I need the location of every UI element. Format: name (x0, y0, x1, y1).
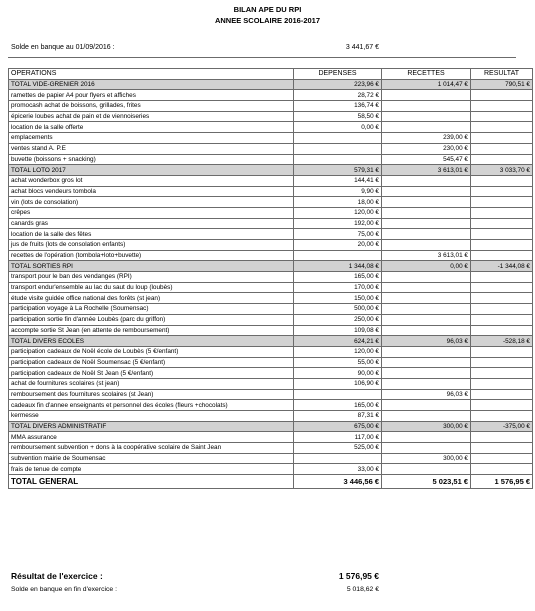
resultat-cell (471, 443, 533, 454)
resultat-cell (471, 122, 533, 133)
table-row (9, 122, 533, 133)
closing-balance-label: Solde en banque en fin d'exercice : (11, 586, 117, 593)
operation-label: subvention mairie de Soumensac (9, 453, 294, 464)
recette-cell (382, 443, 471, 454)
table-header-row (9, 69, 533, 80)
resultat-cell: 790,51 € (471, 79, 533, 90)
opening-balance-amount: 3 441,67 € (345, 44, 379, 51)
operation-label: TOTAL DIVERS ECOLES (9, 336, 294, 347)
table-row (9, 229, 533, 240)
recette-cell: 545,47 € (382, 154, 471, 165)
resultat-cell (471, 207, 533, 218)
operation-label: buvette (boissons + snacking) (9, 154, 294, 165)
header-operations: OPERATIONS (9, 69, 294, 80)
depense-cell: 0,00 € (294, 122, 382, 133)
operation-label: emplacements (9, 133, 294, 144)
recette-cell (382, 207, 471, 218)
recette-cell (382, 464, 471, 475)
operation-label: frais de tenue de compte (9, 464, 294, 475)
resultat-cell (471, 368, 533, 379)
depense-cell (294, 250, 382, 261)
grand-total-depenses: 3 446,56 € (294, 475, 382, 489)
grand-total-row (9, 475, 533, 489)
operation-label: participation cadeaux de Noël école de Loubès (5 €/enfant) (9, 346, 294, 357)
depense-cell (294, 453, 382, 464)
depense-cell: 75,00 € (294, 229, 382, 240)
resultat-cell (471, 186, 533, 197)
recette-cell: 96,03 € (382, 389, 471, 400)
table-row (9, 197, 533, 208)
accounts-table (8, 68, 533, 489)
header-recettes: RECETTES (382, 69, 471, 80)
depense-cell: 223,96 € (294, 79, 382, 90)
depense-cell: 525,00 € (294, 443, 382, 454)
recette-cell: 1 014,47 € (382, 79, 471, 90)
depense-cell: 250,00 € (294, 314, 382, 325)
operation-label: achat de fournitures scolaires (st jean) (9, 378, 294, 389)
depense-cell: 18,00 € (294, 197, 382, 208)
table-row (9, 133, 533, 144)
operation-label: location de la salle des fêtes (9, 229, 294, 240)
resultat-cell (471, 175, 533, 186)
depense-cell: 87,31 € (294, 411, 382, 422)
table-row (9, 453, 533, 464)
recette-cell (382, 378, 471, 389)
depense-cell: 144,41 € (294, 175, 382, 186)
table-row (9, 357, 533, 368)
recette-cell (382, 346, 471, 357)
recette-cell (382, 293, 471, 304)
operation-label: participation sortie fin d'année Loubès (parc du griffon) (9, 314, 294, 325)
operation-label: remboursement des fournitures scolaires (st Jean) (9, 389, 294, 400)
recette-cell: 300,00 € (382, 421, 471, 432)
section-total-row (9, 421, 533, 432)
operation-label: épicerie loubes achat de pain et de viennoiseries (9, 111, 294, 122)
table-row (9, 186, 533, 197)
closing-balance-amount: 5 018,62 € (346, 586, 379, 593)
operation-label: transport pour le ban des vendanges (RPI) (9, 272, 294, 283)
recette-cell (382, 186, 471, 197)
table-row (9, 90, 533, 101)
recette-cell (382, 432, 471, 443)
table-row (9, 304, 533, 315)
depense-cell: 165,00 € (294, 272, 382, 283)
opening-balance-row (8, 43, 516, 54)
recette-cell: 0,00 € (382, 261, 471, 272)
recette-cell (382, 90, 471, 101)
recette-cell: 96,03 € (382, 336, 471, 347)
depense-cell: 58,50 € (294, 111, 382, 122)
operation-label: étude visite guidée office national des forêts (st jean) (9, 293, 294, 304)
table-row (9, 207, 533, 218)
table-row (9, 293, 533, 304)
operation-label: achat wonderbox gros lot (9, 175, 294, 186)
table-row (9, 101, 533, 112)
table-row (9, 464, 533, 475)
resultat-cell (471, 240, 533, 251)
table-row (9, 154, 533, 165)
section-total-row (9, 336, 533, 347)
resultat-cell (471, 250, 533, 261)
table-row (9, 368, 533, 379)
resultat-cell (471, 453, 533, 464)
recette-cell (382, 368, 471, 379)
operation-label: jus de fruits (lots de consolation enfants) (9, 240, 294, 251)
resultat-cell: 3 033,70 € (471, 165, 533, 176)
depense-cell: 20,00 € (294, 240, 382, 251)
depense-cell: 28,72 € (294, 90, 382, 101)
depense-cell: 106,90 € (294, 378, 382, 389)
operation-label: MMA assurance (9, 432, 294, 443)
result-label: Résultat de l'exercice : (11, 571, 103, 581)
table-row (9, 411, 533, 422)
recette-cell (382, 229, 471, 240)
resultat-cell (471, 101, 533, 112)
depense-cell: 170,00 € (294, 282, 382, 293)
operation-label: vin (lots de consolation) (9, 197, 294, 208)
resultat-cell: -1 344,08 € (471, 261, 533, 272)
table-row (9, 111, 533, 122)
table-row (9, 240, 533, 251)
operation-label: accompte sortie St Jean (en attente de remboursement) (9, 325, 294, 336)
resultat-cell (471, 411, 533, 422)
resultat-cell (471, 229, 533, 240)
operation-label: ventes stand A. P.E (9, 143, 294, 154)
table-row (9, 282, 533, 293)
resultat-cell (471, 218, 533, 229)
table-row (9, 378, 533, 389)
resultat-cell (471, 293, 533, 304)
table-row (9, 443, 533, 454)
grand-total-recettes: 5 023,51 € (382, 475, 471, 489)
resultat-cell (471, 464, 533, 475)
recette-cell: 300,00 € (382, 453, 471, 464)
table-row (9, 325, 533, 336)
resultat-cell (471, 314, 533, 325)
operation-label: TOTAL SORTIES RPI (9, 261, 294, 272)
separator-line (8, 57, 516, 58)
resultat-cell (471, 133, 533, 144)
resultat-cell (471, 432, 533, 443)
depense-cell: 624,21 € (294, 336, 382, 347)
recette-cell (382, 282, 471, 293)
recette-cell (382, 314, 471, 325)
depense-cell: 1 344,08 € (294, 261, 382, 272)
resultat-cell: -528,18 € (471, 336, 533, 347)
recette-cell (382, 411, 471, 422)
operation-label: kermesse (9, 411, 294, 422)
recette-cell (382, 325, 471, 336)
operation-label: participation cadeaux de Noël Soumensac (5 €/enfant) (9, 357, 294, 368)
recette-cell (382, 101, 471, 112)
resultat-cell (471, 282, 533, 293)
table-row (9, 143, 533, 154)
depense-cell (294, 133, 382, 144)
recette-cell (382, 400, 471, 411)
operation-label: participation cadeaux de Noël St Jean (5 €/enfant) (9, 368, 294, 379)
depense-cell: 90,00 € (294, 368, 382, 379)
document-title: BILAN APE DU RPI (233, 5, 302, 14)
depense-cell (294, 143, 382, 154)
recette-cell (382, 240, 471, 251)
document-subtitle: ANNEE SCOLAIRE 2016-2017 (214, 16, 321, 25)
header-resultat: RESULTAT (471, 69, 533, 80)
table-row (9, 400, 533, 411)
section-total-row (9, 165, 533, 176)
operation-label: TOTAL VIDE-GRENIER 2016 (9, 79, 294, 90)
table-row (9, 272, 533, 283)
depense-cell: 150,00 € (294, 293, 382, 304)
depense-cell: 33,00 € (294, 464, 382, 475)
depense-cell: 120,00 € (294, 346, 382, 357)
depense-cell: 192,00 € (294, 218, 382, 229)
resultat-cell (471, 143, 533, 154)
recette-cell: 3 613,01 € (382, 165, 471, 176)
depense-cell: 117,00 € (294, 432, 382, 443)
operation-label: TOTAL DIVERS ADMINISTRATIF (9, 421, 294, 432)
operation-label: remboursement subvention + dons à la coopérative scolaire de Saint Jean (9, 443, 294, 454)
resultat-cell (471, 325, 533, 336)
depense-cell: 500,00 € (294, 304, 382, 315)
resultat-cell (471, 400, 533, 411)
depense-cell: 109,08 € (294, 325, 382, 336)
result-amount: 1 576,95 € (338, 571, 379, 581)
recette-cell (382, 304, 471, 315)
depense-cell: 165,00 € (294, 400, 382, 411)
recette-cell (382, 357, 471, 368)
depense-cell: 675,00 € (294, 421, 382, 432)
depense-cell: 55,00 € (294, 357, 382, 368)
operation-label: participation voyage à La Rochelle (Soumensac) (9, 304, 294, 315)
resultat-cell (471, 272, 533, 283)
operation-label: transport endur'ensemble au lac du saut du loup (loubès) (9, 282, 294, 293)
table-row (9, 250, 533, 261)
opening-balance-label: Solde en banque au 01/09/2016 : (11, 44, 115, 51)
resultat-cell (471, 357, 533, 368)
resultat-cell (471, 389, 533, 400)
operation-label: location de la salle offerte (9, 122, 294, 133)
recette-cell (382, 272, 471, 283)
header-depenses: DEPENSES (294, 69, 382, 80)
operation-label: ramettes de papier A4 pour flyers et affiches (9, 90, 294, 101)
resultat-cell (471, 304, 533, 315)
section-total-row (9, 261, 533, 272)
operation-label: promocash achat de boissons, grillades, frites (9, 101, 294, 112)
table-row (9, 346, 533, 357)
table-row (9, 314, 533, 325)
resultat-cell (471, 111, 533, 122)
resultat-cell (471, 197, 533, 208)
depense-cell: 120,00 € (294, 207, 382, 218)
grand-total-resultat: 1 576,95 € (471, 475, 533, 489)
depense-cell: 579,31 € (294, 165, 382, 176)
operation-label: crêpes (9, 207, 294, 218)
operation-label: TOTAL LOTO 2017 (9, 165, 294, 176)
resultat-cell (471, 378, 533, 389)
recette-cell: 3 613,01 € (382, 250, 471, 261)
recette-cell (382, 111, 471, 122)
table-row (9, 218, 533, 229)
recette-cell (382, 197, 471, 208)
operation-label: cadeaux fin d'annee enseignants et personnel des écoles (fleurs +chocolats) (9, 400, 294, 411)
operation-label: achat blocs vendeurs tombola (9, 186, 294, 197)
depense-cell (294, 389, 382, 400)
recette-cell (382, 122, 471, 133)
section-total-row (9, 79, 533, 90)
table-row (9, 175, 533, 186)
table-row (9, 389, 533, 400)
depense-cell: 9,90 € (294, 186, 382, 197)
resultat-cell: -375,00 € (471, 421, 533, 432)
resultat-cell (471, 346, 533, 357)
table-row (9, 432, 533, 443)
operation-label: canards gras (9, 218, 294, 229)
operation-label: recettes de l'opération (tombola+loto+buvette) (9, 250, 294, 261)
recette-cell: 239,00 € (382, 133, 471, 144)
recette-cell (382, 218, 471, 229)
grand-total-label: TOTAL GENERAL (9, 475, 294, 489)
recette-cell: 230,00 € (382, 143, 471, 154)
resultat-cell (471, 154, 533, 165)
depense-cell (294, 154, 382, 165)
depense-cell: 136,74 € (294, 101, 382, 112)
recette-cell (382, 175, 471, 186)
resultat-cell (471, 90, 533, 101)
